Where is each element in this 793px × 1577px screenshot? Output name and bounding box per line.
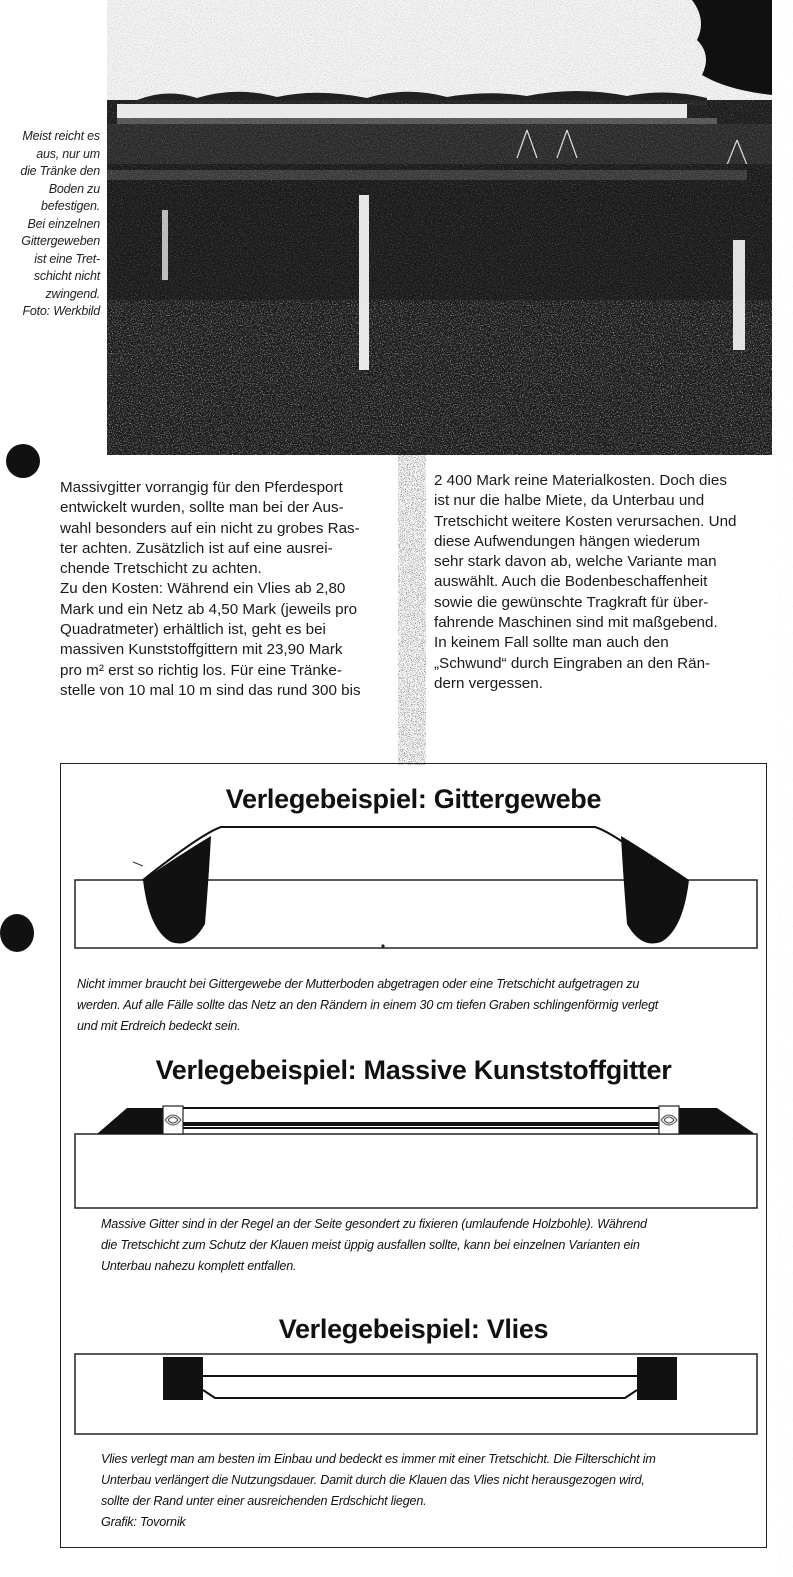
article-line: Massivgitter vorrangig für den Pferdesport — [60, 479, 343, 496]
caption-line: und mit Erdreich bedeckt sein. — [77, 1019, 241, 1033]
caption-line: die Tränke den — [20, 164, 100, 178]
photo-drawing — [107, 0, 772, 455]
caption-line: werden. Auf alle Fälle sollte das Netz an den Rändern in einem 30 cm tiefen Graben schlingenförmig verlegt — [77, 998, 659, 1012]
caption-line: Massive Gitter sind in der Regel an der Seite gesondert zu fixieren (umlaufende Holzbohle). Während — [101, 1217, 647, 1231]
graphic-caption-vlies — [101, 1449, 656, 1533]
scan-edge-noise — [773, 0, 793, 1577]
photo-caption — [0, 128, 100, 321]
graphic-title-vlies: Verlegebeispiel: Vlies — [278, 1314, 549, 1344]
paddock-trough-photo — [107, 0, 772, 455]
article-column-right — [434, 471, 764, 694]
article-line: 2 400 Mark reine Materialkosten. Doch dies — [434, 472, 727, 489]
caption-line: zwingend. — [45, 286, 100, 301]
article-line: entwickelt wurden, sollte man bei der Aus- — [60, 499, 344, 517]
punch-hole-bottom — [0, 914, 34, 952]
article-line: Quadratmeter) erhältlich ist, geht es bei — [60, 621, 326, 639]
column-gutter-texture — [398, 450, 426, 765]
caption-line: Bei einzelnen — [27, 216, 100, 231]
article-line: In keinem Fall sollte man auch den — [434, 634, 669, 652]
article-line: ter achten. Zusätzlich ist auf eine ausrei- — [60, 539, 333, 557]
article-column-left — [60, 478, 400, 701]
caption-line: Boden zu — [48, 181, 100, 196]
caption-line: Unterbau verlängert die Nutzungsdauer. Damit durch die Klauen das Vlies nicht herausgezogen wird, — [101, 1473, 645, 1487]
article-line: chende Tretschicht zu achten. — [60, 560, 262, 578]
caption-line: aus, nur um — [36, 146, 100, 161]
article-line: stelle von 10 mal 10 m sind das rund 300 bis — [60, 681, 361, 699]
caption-line: ist eine Tret- — [34, 251, 100, 266]
punch-hole-top — [6, 444, 40, 478]
diagram-kunststoffgitter — [61, 1094, 766, 1234]
caption-line: Vlies verlegt man am besten im Einbau und bedeckt es immer mit einer Tretschicht. Die Filterschicht im — [101, 1452, 656, 1466]
caption-line: Meist reicht es — [22, 129, 100, 143]
article-line: Mark und ein Netz ab 4,50 Mark (jeweils pro — [60, 600, 358, 618]
article-line: auswählt. Auch die Bodenbeschaffenheit — [434, 573, 708, 591]
article-line: dern vergessen. — [434, 674, 543, 692]
caption-line: Nicht immer braucht bei Gittergewebe der Mutterboden abgetragen oder eine Tretschicht aufgetragen zu — [77, 977, 640, 991]
caption-line: Unterbau nahezu komplett entfallen. — [101, 1259, 297, 1273]
article-line: Zu den Kosten: Während ein Vlies ab 2,80 — [60, 580, 346, 598]
article-line: sehr stark davon ab, welche Variante man — [434, 553, 717, 571]
article-line: wahl besonders auf ein nicht zu grobes Ras- — [60, 519, 360, 537]
article-line: fahrende Maschinen sind mit maßgebend. — [434, 614, 718, 632]
caption-line: schicht nicht — [33, 269, 100, 283]
article-line: „Schwund“ durch Eingraben an den Rän- — [434, 654, 711, 672]
graphic-title-gittergewebe: Verlegebeispiel: Gittergewebe — [225, 784, 602, 814]
article-line: diese Aufwendungen hängen wiederum — [434, 532, 700, 550]
graphic-caption-gittergewebe — [77, 974, 658, 1037]
graphic-caption-kunststoffgitter — [101, 1214, 647, 1277]
caption-line: sollte der Rand unter einer ausreichenden Erdschicht liegen. — [101, 1494, 427, 1508]
article-line: pro m² erst so richtig los. Für eine Tränke- — [60, 661, 342, 679]
graphic-credit: Grafik: Tovornik — [101, 1515, 186, 1529]
caption-line: befestigen. — [41, 199, 100, 213]
caption-line: Foto: Werkbild — [22, 304, 100, 318]
caption-line: Gittergeweben — [21, 234, 100, 248]
graphic-title-kunststoffgitter: Verlegebeispiel: Massive Kunststoffgitter — [155, 1055, 672, 1085]
article-line: Tretschicht weitere Kosten verursachen. Und — [434, 512, 737, 530]
article-line: sowie die gewünschte Tragkraft für über- — [434, 593, 709, 611]
diagram-vlies — [61, 1349, 766, 1449]
article-line: ist nur die halbe Miete, da Unterbau und — [434, 492, 705, 510]
article-line: massiven Kunststoffgittern mit 23,90 Mark — [60, 641, 343, 659]
caption-line: die Tretschicht zum Schutz der Klauen meist üppig ausfallen sollte, kann bei einzelnen Varianten ein — [101, 1238, 640, 1252]
installation-graphic — [60, 763, 767, 1548]
